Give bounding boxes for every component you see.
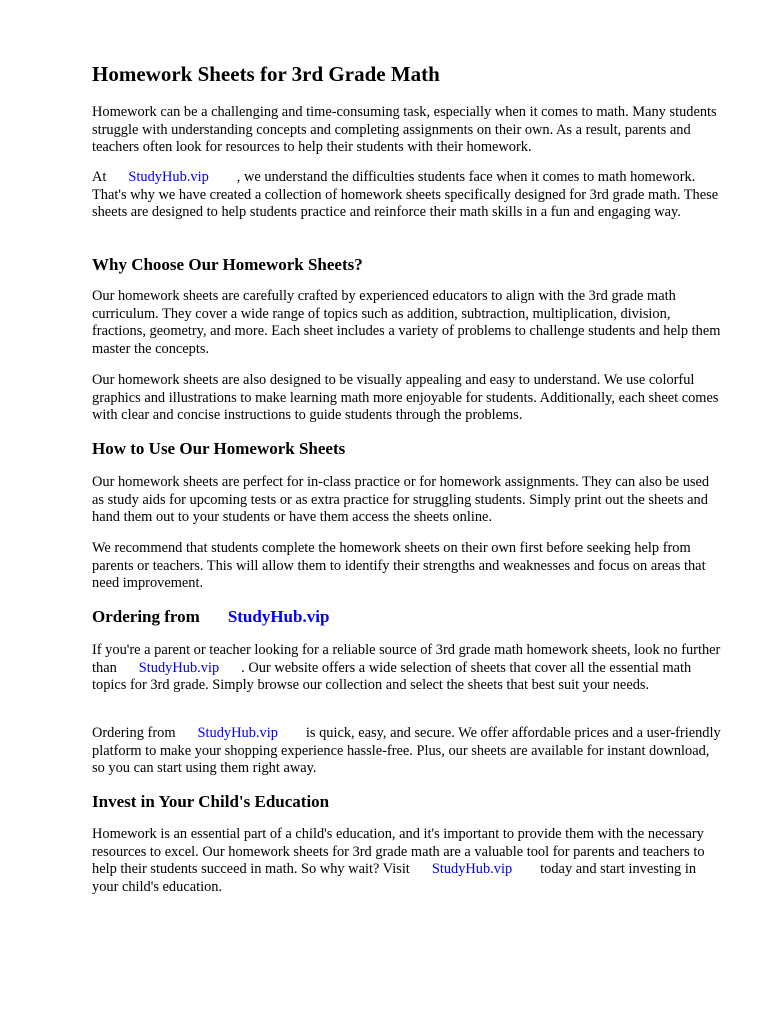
heading-ordering (92, 606, 722, 628)
invest-paragraph (92, 826, 722, 896)
ordering-p2-text: Ordering from (92, 725, 176, 741)
intro-paragraph: Homework can be a challenging and time-consuming task, especially when it comes to math. Many students struggle with understanding concepts and completing assignments on their own. As a result, parents and teachers often look for resources to help their students with their homework. (92, 104, 717, 156)
heading-why-choose: Why Choose Our Homework Sheets? (92, 255, 363, 274)
invest-text-rest: today and start investing in your child's education. (92, 861, 697, 895)
studyhub-link[interactable]: StudyHub.vip (138, 659, 220, 676)
ordering-p1-text-rest: . Our website offers a wide selection of sheets that cover all the essential math topics for 3rd grade. Simply browse our collection and select the sheets that best suit your needs. (92, 659, 692, 694)
why-paragraph-2: Our homework sheets are also designed to be visually appealing and easy to understand. We use colorful graphics and illustrations to make learning math more enjoyable for students. Additionally, each sheet comes with clear and concise instructions to guide students through the problems. (92, 372, 719, 424)
studyhub-link[interactable]: StudyHub.vip (197, 725, 278, 741)
how-paragraph-2: We recommend that students complete the homework sheets on their own first before seeking help from parents or teachers. This will allow them to identify their strengths and weaknesses and focus on areas that need improvement. (92, 540, 706, 592)
ordering-paragraph-1 (92, 642, 722, 695)
ordering-p2-text-rest: is quick, easy, and secure. We offer affordable prices and a user-friendly platform to make your shopping experience hassle-free. Plus, our sheets are available for instant download, so you can start using them right away. (92, 725, 721, 777)
page-title: Homework Sheets for 3rd Grade Math (92, 62, 440, 86)
heading-how-to-use: How to Use Our Homework Sheets (92, 439, 346, 458)
studyhub-link[interactable]: StudyHub.vip (128, 169, 209, 185)
invest-text: Homework is an essential part of a child's education, and it's important to provide them with the necessary resources to excel. Our homework sheets for 3rd grade math are a valuable tool for parents and teachers to help their students succeed in math. So why wait? Visit (92, 826, 705, 878)
heading-invest: Invest in Your Child's Education (92, 792, 330, 811)
why-paragraph-1: Our homework sheets are carefully crafted by experienced educators to align with the 3rd grade math curriculum. They cover a wide range of topics such as addition, subtraction, multiplication, division, fractions, geometry, and more. Each sheet includes a variety of problems to challenge students and help them master the concepts. (92, 288, 721, 357)
at-text: At (92, 169, 107, 185)
at-text-rest: , we understand the difficulties students face when it comes to math homework. That's why we have created a collection of homework sheets specifically designed for 3rd grade math. These sheets are designed to help students practice and reinforce their math skills in a fun and engaging way. (92, 169, 719, 221)
ordering-paragraph-2 (92, 725, 722, 778)
studyhub-link[interactable]: StudyHub.vip (431, 861, 513, 878)
at-paragraph (92, 169, 722, 222)
heading-ordering-text: Ordering from (92, 607, 200, 626)
ordering-p1-text: If you're a parent or teacher looking for a reliable source of 3rd grade math homework sheets, look no further than (92, 642, 721, 676)
heading-studyhub-link[interactable]: StudyHub.vip (227, 607, 330, 626)
how-paragraph-1: Our homework sheets are perfect for in-class practice or for homework assignments. They can also be used as study aids for upcoming tests or as extra practice for struggling students. Simply print out the sheets and hand them out to your students or have them access the sheets online. (92, 474, 710, 526)
